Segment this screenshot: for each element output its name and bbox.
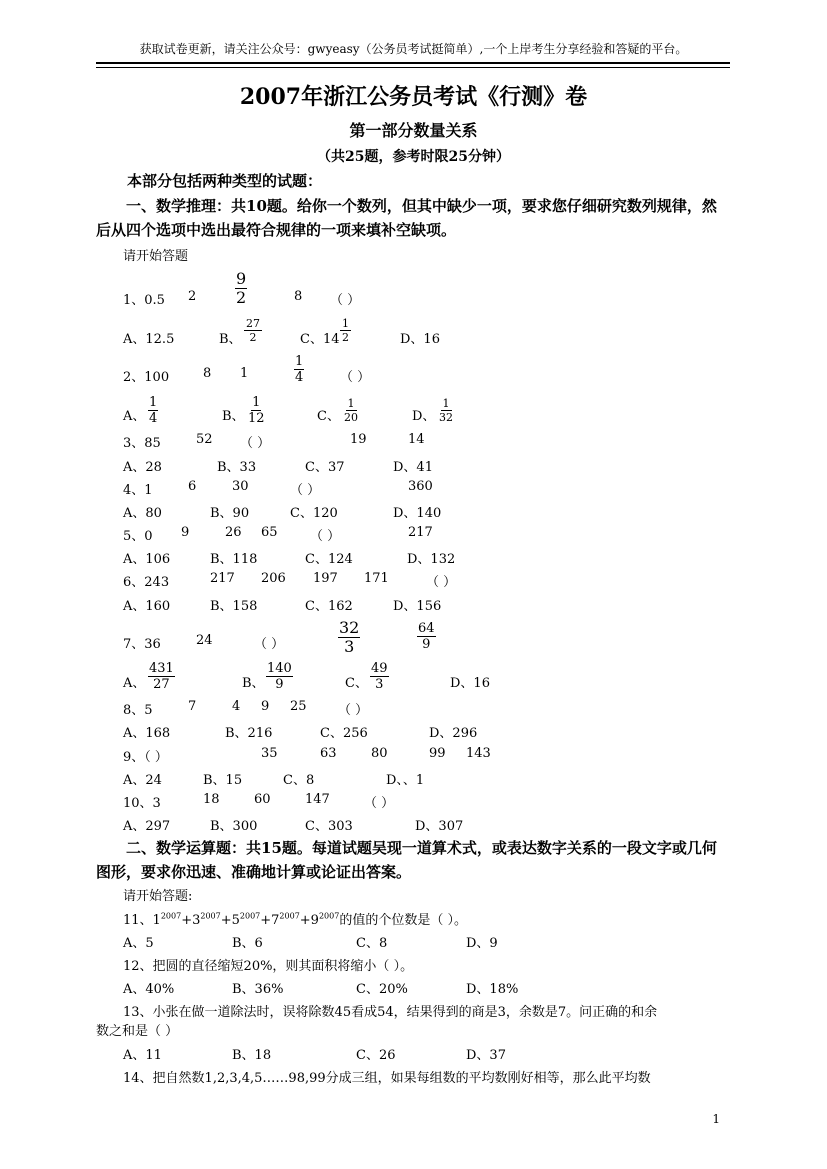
question-13-line1: 13、小张在做一道除法时，误将除数45看成54，结果得到的商是3，余数是7。问正确的和余 (123, 1005, 658, 1020)
question-12: 12、把圆的直径缩短20%，则其面积将缩小（ ）。 (123, 959, 414, 974)
fraction-9-2: $\frac{9}{2}$ (236, 269, 247, 307)
question-14-line1: 14、把自然数1,2,3,4,5……98,99分成三组，如果每组数的平均数刚好相等，那么此平均数 (123, 1071, 651, 1086)
header-rule-thin (96, 67, 730, 68)
intro-text: 本部分包括两种类型的试题： (127, 172, 323, 190)
page-number: 1 (712, 1112, 720, 1126)
question-13-line2: 数之和是（ ） (96, 1024, 179, 1039)
section2-start: 请开始答题: (123, 889, 193, 904)
section1-start: 请开始答题 (123, 249, 189, 264)
time-limit-note: （共25题，参考时限25分钟） (317, 149, 510, 165)
question-11: 11、$1^{2007}+3^{2007}+5^{2007}+7^{2007}+9^{2007}$的值的个位数是（ ）。 (123, 911, 467, 928)
page-title: 2007年浙江公务员考试《行测》卷 (239, 84, 588, 110)
header-rule-thick (96, 62, 730, 64)
header-note: 获取试卷更新，请关注公众号：gwyeasy（公务员考试挺简单）,一个上岸考生分享经验和答疑的平台。 (139, 42, 688, 56)
section1-heading: 一、数学推理：共10题。给你一个数列，但其中缺少一项，要求您仔细研究数列规律，然后从四个选项中选出最符合规律的一项来填补空缺项。 (96, 197, 717, 239)
section2-heading: 二、数学运算题：共15题。每道试题吴现一道算术式，或表达数字关系的一段文字或几何图形，要求你迅速、准确地计算或论证出答案。 (96, 839, 717, 881)
section-subtitle: 第一部分数量关系 (349, 121, 478, 140)
